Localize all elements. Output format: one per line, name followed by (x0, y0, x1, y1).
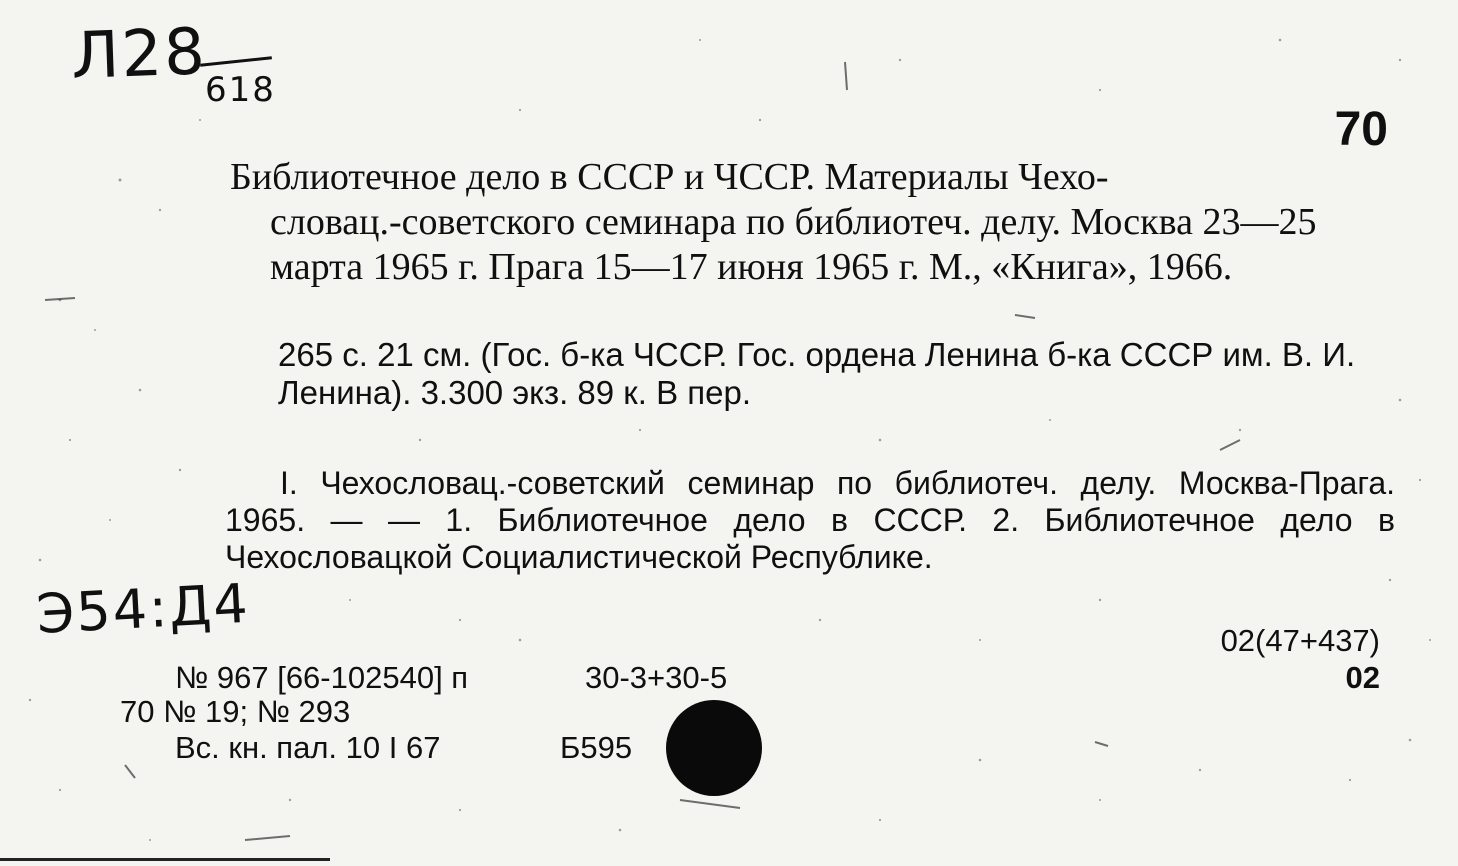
handwritten-call-number-sub: 618 (205, 70, 276, 110)
punch-hole (666, 700, 762, 796)
publisher-chamber-line: Вс. кн. пал. 10 I 67 (175, 730, 441, 765)
subject-headings-text: I. Чехословац.-советский семинар по библиотеч. делу. Москва-Прага. 1965. — — 1. Библиотечное дело в СССР. 2. Библиотечное дело в Чехословацкой Социалистической Республике. (225, 465, 1395, 575)
bibliographic-title (230, 155, 1390, 290)
registration-number: № 967 [66-102540] п (175, 660, 469, 695)
physical-description: 265 с. 21 см. (Гос. б-ка ЧССР. Гос. ордена Ленина б-ка СССР им. В. И. Ленина). 3.300 экз. 89 к. В пер. (278, 336, 1356, 411)
title-first-line: Библиотечное дело в СССР и ЧССР. Материалы Чехо- (230, 156, 1109, 198)
price-code: 30-3+30-5 (585, 660, 728, 695)
handwritten-call-number: Л28 (70, 15, 209, 94)
handwritten-classification: Э54:Д4 (35, 571, 252, 646)
reference-numbers: 70 № 19; № 293 (120, 694, 351, 729)
classification-code-short: 02 (1345, 660, 1380, 695)
handwritten-fraction-line (200, 56, 272, 67)
classification-code: 02(47+437) (1220, 623, 1380, 658)
card-bottom-edge (0, 858, 330, 861)
card-number: 70 (1334, 103, 1388, 156)
subject-headings (225, 465, 1395, 576)
print-order-code: Б595 (560, 730, 633, 765)
title-continuation: словац.-советского семинара по библиотеч. делу. Москва 23—25 марта 1965 г. Прага 15—17 июня 1965 г. М., «Книга», 1966. (270, 201, 1317, 288)
